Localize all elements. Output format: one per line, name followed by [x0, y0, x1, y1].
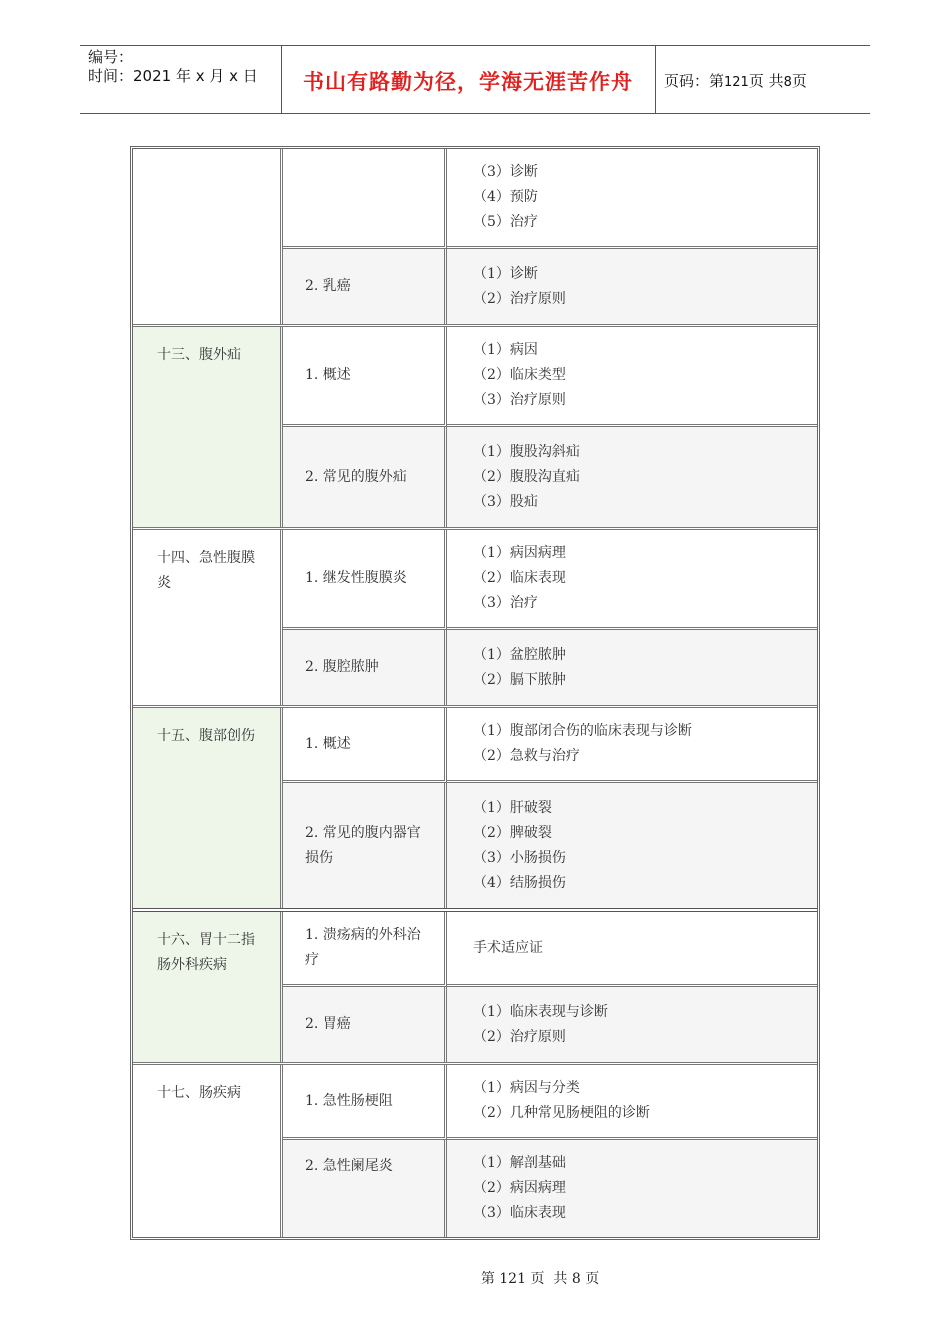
list-item: （1）病因 [473, 342, 538, 358]
list-item: （1）盆腔脓肿 [473, 646, 566, 663]
subtopic-label: 2. 急性阑尾炎 [305, 1158, 393, 1174]
items-cell [447, 987, 817, 1062]
list-item: （2）脾破裂 [473, 824, 552, 841]
header-divider [655, 46, 656, 113]
subtopic-label: 2. 常见的腹外疝 [305, 468, 407, 485]
list-item: （2）膈下脓肿 [473, 671, 566, 688]
page-footer [0, 1268, 950, 1288]
subtopic-label: 1. 急性肠梗阻 [305, 1092, 393, 1109]
list-item: （2）治疗原则 [473, 1028, 566, 1045]
page-suffix: 页 [791, 72, 807, 90]
subtopic-cell [283, 249, 447, 324]
subtopic-cell [283, 708, 447, 783]
subtopic-label: 1. 溃疡病的外科治疗 [305, 927, 421, 968]
subtopic-cell [283, 530, 447, 630]
topic-cell [133, 708, 283, 908]
list-item: （2）腹股沟直疝 [473, 468, 580, 485]
header-divider [281, 46, 282, 113]
items-cell [447, 912, 817, 987]
footer-suffix: 页 [585, 1271, 600, 1287]
items-cell [447, 1140, 817, 1237]
list-item: （3）治疗 [473, 595, 538, 611]
list-item: （2）病因病理 [473, 1180, 566, 1196]
topic-label: 十三、腹外疝 [157, 347, 241, 363]
topic-cell [133, 1065, 283, 1237]
list-item: （2）临床类型 [473, 367, 566, 383]
items-cell [447, 1065, 817, 1140]
list-item: （3）小肠损伤 [473, 849, 566, 866]
list-item: （1）病因与分类 [473, 1080, 580, 1096]
items-cell [447, 249, 817, 324]
subtopic-label: 2. 胃癌 [305, 1016, 351, 1032]
topic-cell [133, 149, 283, 324]
topic-label: 十四、急性腹膜炎 [157, 550, 255, 591]
topic-label: 十五、腹部创伤 [157, 728, 255, 744]
subtopic-cell [283, 327, 447, 427]
list-item: （4）结肠损伤 [473, 874, 566, 891]
list-item: （1）肝破裂 [473, 799, 552, 816]
page-mid: 页 共 [748, 72, 784, 90]
list-item: （1）解剖基础 [473, 1155, 566, 1171]
list-item: （3）诊断 [473, 164, 538, 180]
subtopic-cell [283, 1065, 447, 1140]
list-item: （1）临床表现与诊断 [473, 1003, 608, 1020]
items-cell [447, 327, 817, 427]
list-item: （3）治疗原则 [473, 392, 566, 408]
list-item: （2）临床表现 [473, 570, 566, 586]
subtopic-label: 1. 继发性腹膜炎 [305, 570, 407, 586]
subtopic-cell [283, 912, 447, 987]
header-meta [88, 48, 258, 86]
topic-cell [133, 912, 283, 1062]
topic-label: 十六、胃十二指肠外科疾病 [157, 932, 255, 973]
list-item: （4）预防 [473, 189, 538, 205]
list-item: （1）腹股沟斜疝 [473, 443, 580, 460]
topic-label: 十七、肠疾病 [157, 1085, 241, 1101]
subtopic-cell [283, 427, 447, 527]
list-item: （2）急救与治疗 [473, 748, 580, 764]
topic-cell [133, 530, 283, 705]
footer-page-total: 8 [571, 1271, 581, 1287]
items-cell [447, 630, 817, 705]
subtopic-label: 1. 概述 [305, 735, 351, 752]
header-page-info [664, 70, 807, 91]
topic-cell [133, 327, 283, 527]
subtopic-cell [283, 149, 447, 249]
list-item: 手术适应证 [473, 939, 543, 956]
subtopic-label: 1. 概述 [305, 367, 351, 383]
items-cell [447, 427, 817, 527]
items-cell [447, 783, 817, 908]
items-cell [447, 530, 817, 630]
subtopic-label: 2. 腹腔脓肿 [305, 659, 379, 675]
list-item: （2）治疗原则 [473, 290, 566, 307]
page-number: 121 [724, 75, 749, 90]
syllabus-table [130, 146, 820, 1240]
time-label: 时间：2021 年 x 月 x 日 [88, 67, 258, 85]
footer-page-number: 121 [499, 1271, 526, 1287]
page-total: 8 [783, 75, 792, 90]
list-item: （1）腹部闭合伤的临床表现与诊断 [473, 723, 692, 739]
subtopic-label: 2. 乳癌 [305, 278, 351, 294]
list-item: （3）临床表现 [473, 1205, 566, 1221]
list-item: （2）几种常见肠梗阻的诊断 [473, 1105, 650, 1121]
header-top-rule [80, 45, 870, 46]
list-item: （3）股疝 [473, 493, 538, 510]
subtopic-cell [283, 783, 447, 908]
header-motto: 书山有路勤为径，学海无涯苦作舟 [303, 70, 633, 94]
list-item: （1）病因病理 [473, 545, 566, 561]
page-prefix: 页码：第 [664, 72, 725, 90]
items-cell [447, 149, 817, 249]
footer-prefix: 第 [480, 1271, 495, 1287]
serial-label: 编号： [88, 48, 134, 66]
subtopic-cell [283, 987, 447, 1062]
list-item: （1）诊断 [473, 265, 538, 282]
list-item: （5）治疗 [473, 214, 538, 230]
subtopic-cell [283, 1140, 447, 1237]
subtopic-label: 2. 常见的腹内器官损伤 [305, 824, 421, 866]
footer-mid: 页 共 [530, 1271, 568, 1287]
header-bottom-rule [80, 113, 870, 114]
items-cell [447, 708, 817, 783]
subtopic-cell [283, 630, 447, 705]
